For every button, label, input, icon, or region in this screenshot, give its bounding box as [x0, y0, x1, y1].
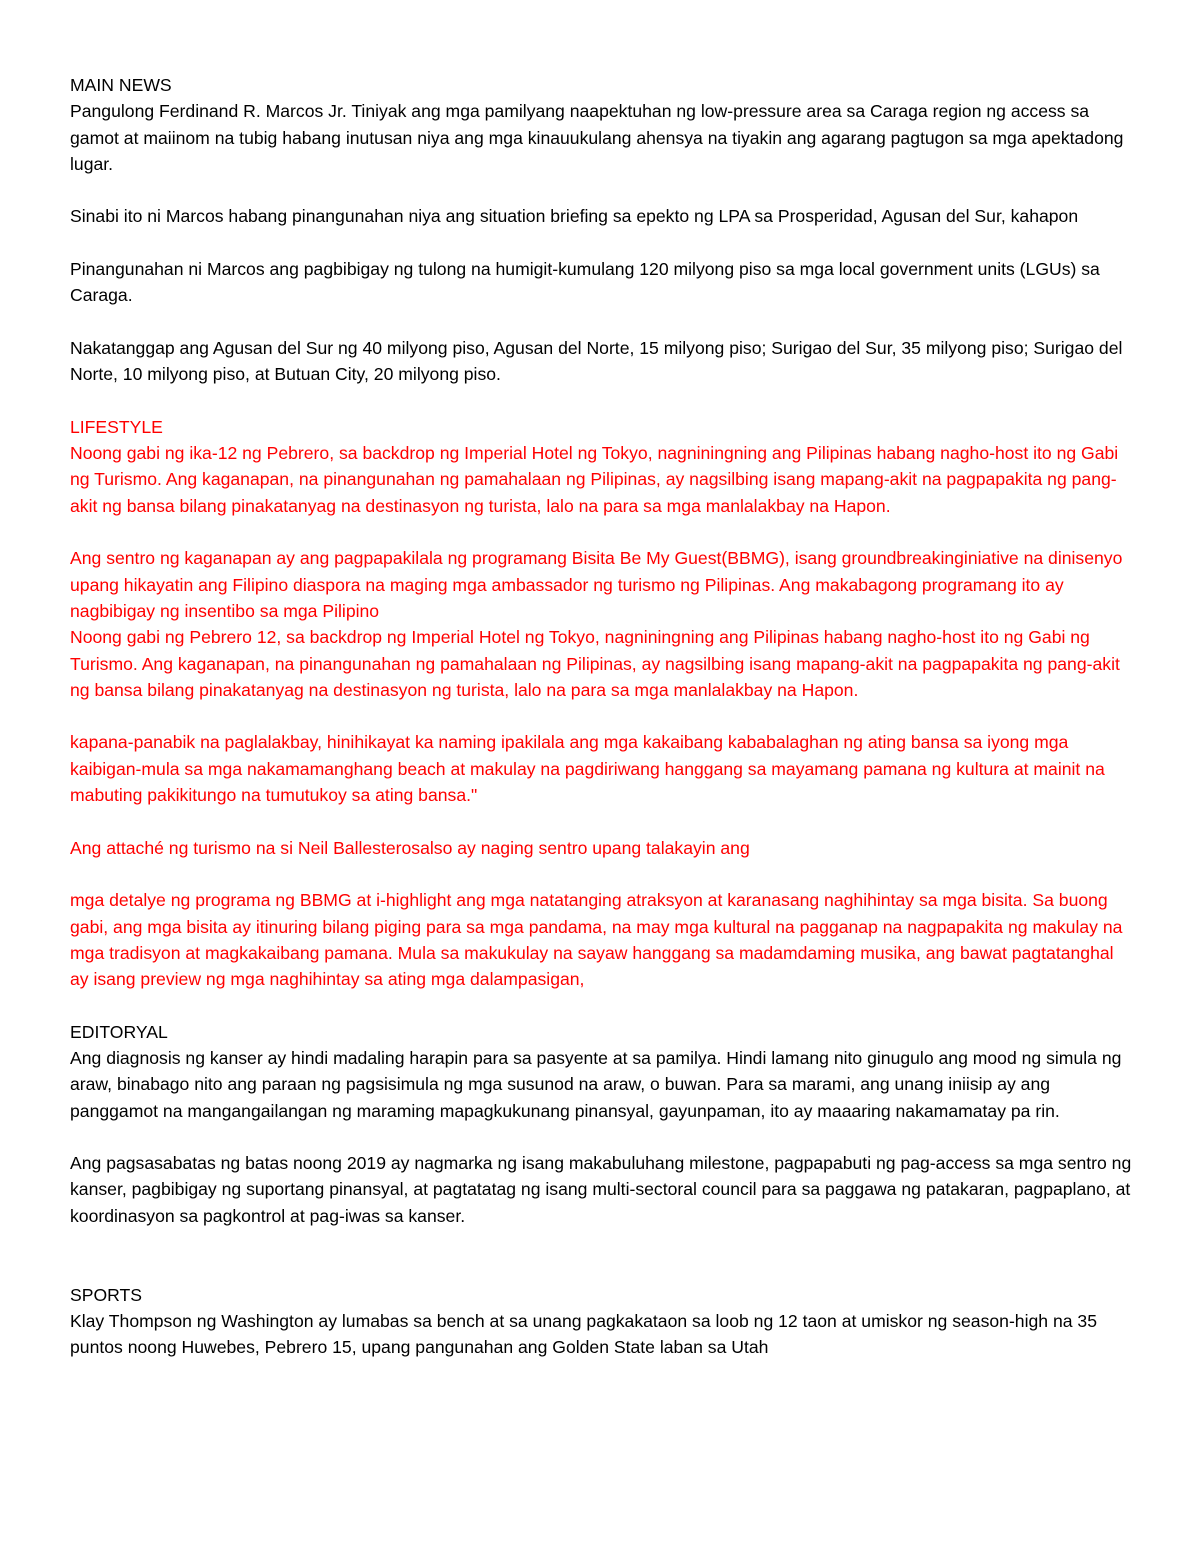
- paragraph-spacer: [70, 808, 1135, 834]
- lifestyle-paragraph-4: kapana-panabik na paglalakbay, hinihikayat ka naming ipakilala ang mga kakaibang kababalaghan ng ating bansa sa iyong mga kaibigan-mula sa mga nakamamanghang beach at makulay na pagdiriwang hanggang sa mayamang pamana ng kultura at mainit na mabuting pakikitungo na tumutukoy sa ating bansa.": [70, 732, 1105, 806]
- paragraph-spacer: [70, 519, 1135, 545]
- sports-heading: SPORTS: [70, 1284, 143, 1305]
- lifestyle-heading: LIFESTYLE: [70, 416, 163, 437]
- editoryal-paragraph-1: Ang diagnosis ng kanser ay hindi madaling harapin para sa pasyente at sa pamilya. Hindi lamang nito ginugulo ang mood ng simula ng araw, binabago nito ang paraan ng pagsisimula ng mga susunod na araw, o buwan. Para sa marami, ang unang iniisip ay ang panggamot na mangangailangan ng maraming mapagkukunang pinansyal, gayunpaman, ito ay maaaring nakamamatay pa rin.: [70, 1047, 1122, 1121]
- section-spacer: [70, 992, 1135, 1018]
- sports-paragraph-1: Klay Thompson ng Washington ay lumabas sa bench at sa unang pagkakataon sa loob ng 12 taon at umiskor ng season-high na 35 puntos noong Huwebes, Pebrero 15, upang pangunahan ang Golden State laban sa Utah: [70, 1310, 1097, 1358]
- lifestyle-paragraph-2: Ang sentro ng kaganapan ay ang pagpapakilala ng programang Bisita Be My Guest(BBMG), isang groundbreakinginiative na dinisenyo upang hikayatin ang Filipino diaspora na maging mga ambassador ng turismo ng Pilipinas. Ang makabagong programang ito ay nagbibigay ng insentibo sa mga Pilipino: [70, 548, 1123, 621]
- paragraph-spacer: [70, 861, 1135, 887]
- editoryal-paragraph-2: Ang pagsasabatas ng batas noong 2019 ay nagmarka ng isang makabuluhang milestone, pagpapabuti ng pag-access sa mga sentro ng kanser, pagbibigay ng suportang pinansyal, at pagtatatag ng isang multi-sectoral council para sa paggawa ng patakaran, pagpaplano, at koordinasyon sa pagkontrol at pag-iwas sa kanser.: [70, 1153, 1132, 1226]
- lifestyle-paragraph-6: mga detalye ng programa ng BBMG at i-highlight ang mga natatanging atraksyon at karanasang naghihintay sa mga bisita. Sa buong gabi, ang mga bisita ay itinuring bilang piging para sa mga pandama, na may mga kultural na pagganap na nagpapakita ng makulay na mga tradisyon at magkakaibang pamana. Mula sa makukulay na sayaw hanggang sa madamdaming musika, ang bawat pagtatanghal ay isang preview ng mga naghihintay sa ating mga dalampasigan,: [70, 890, 1123, 990]
- lifestyle-paragraph-1: Noong gabi ng ika-12 ng Pebrero, sa backdrop ng Imperial Hotel ng Tokyo, nagniningning ang Pilipinas habang nagho-host ito ng Gabi ng Turismo. Ang kaganapan, na pinangunahan ng pamahalaan ng Pilipinas, ay nagsilbing isang mapang-akit na pagpapakita ng pang-akit ng bansa bilang pinakatanyag na destinasyon ng turista, lalo na para sa mga manlalakbay na Hapon.: [70, 443, 1119, 516]
- main-news-paragraph-3: Pinangunahan ni Marcos ang pagbibigay ng tulong na humigit-kumulang 120 milyong piso sa mga local government units (LGUs) sa Caraga.: [70, 259, 1100, 306]
- section-spacer: [70, 1229, 1135, 1255]
- document-page: [70, 72, 1135, 1361]
- main-news-paragraph-4: Nakatanggap ang Agusan del Sur ng 40 milyong piso, Agusan del Norte, 15 milyong piso; Surigao del Sur, 35 milyong piso; Surigao del Norte, 10 milyong piso, at Butuan City, 20 milyong piso.: [70, 337, 1123, 385]
- section-spacer: [70, 388, 1135, 414]
- lifestyle-paragraph-3: Noong gabi ng Pebrero 12, sa backdrop ng Imperial Hotel ng Tokyo, nagniningning ang Pilipinas habang nagho-host ito ng Gabi ng Turismo. Ang kaganapan, na pinangunahan ng pamahalaan ng Pilipinas, ay nagsilbing isang mapang-akit na pagpapakita ng pang-akit ng bansa bilang pinakatanyag na destinasyon ng turista, lalo na para sa mga manlalakbay na Hapon.: [70, 627, 1120, 700]
- editoryal-heading: EDITORYAL: [70, 1021, 168, 1042]
- lifestyle-section: [70, 414, 1135, 993]
- paragraph-spacer: [70, 230, 1135, 256]
- sports-section: [70, 1282, 1135, 1361]
- lifestyle-paragraph-5: Ang attaché ng turismo na si Neil Ballesterosalso ay naging sentro upang talakayin ang: [70, 837, 750, 858]
- paragraph-spacer: [70, 703, 1135, 729]
- paragraph-spacer: [70, 177, 1135, 203]
- main-news-paragraph-1: Pangulong Ferdinand R. Marcos Jr. Tiniyak ang mga pamilyang naapektuhan ng low-pressure area sa Caraga region ng access sa gamot at maiinom na tubig habang inutusan niya ang mga kinauukulang ahensya na tiyakin ang agarang pagtugon sa mga apektadong lugar.: [70, 101, 1124, 174]
- section-spacer: [70, 1255, 1135, 1281]
- paragraph-spacer: [70, 309, 1135, 335]
- paragraph-spacer: [70, 1124, 1135, 1150]
- editoryal-section: [70, 1019, 1135, 1229]
- main-news-section: [70, 72, 1135, 388]
- main-news-heading: MAIN NEWS: [70, 75, 172, 95]
- main-news-paragraph-2: Sinabi ito ni Marcos habang pinangunahan niya ang situation briefing sa epekto ng LPA sa Prosperidad, Agusan del Sur, kahapon: [70, 206, 1079, 227]
